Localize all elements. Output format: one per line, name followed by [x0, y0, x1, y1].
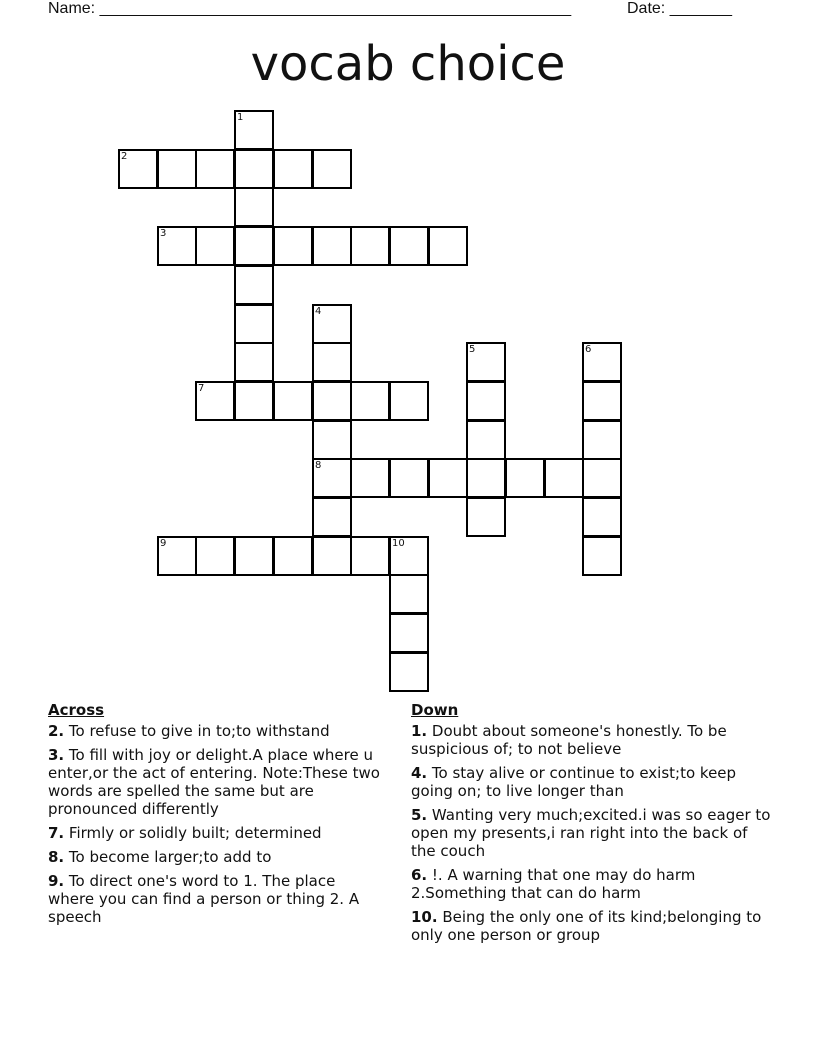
across-clue-text: To fill with joy or delight.A place where u enter,or the act of entering. Note:These two words are spelled the same but are pronounced differently: [48, 746, 380, 818]
across-clue: [48, 872, 383, 926]
crossword-cell[interactable]: [234, 536, 274, 576]
crossword-cell[interactable]: [195, 226, 235, 266]
crossword-cell[interactable]: [312, 381, 352, 421]
crossword-cell[interactable]: [234, 265, 274, 305]
crossword-cell[interactable]: [234, 381, 274, 421]
crossword-cell[interactable]: [544, 458, 584, 498]
crossword-cell[interactable]: [389, 226, 429, 266]
crossword-cell[interactable]: [428, 226, 468, 266]
crossword-cell[interactable]: [312, 458, 352, 498]
clue-number: 9: [160, 538, 167, 549]
crossword-cell[interactable]: [582, 458, 622, 498]
down-clue-number: 1.: [411, 722, 428, 740]
crossword-cell[interactable]: [312, 536, 352, 576]
crossword-cell[interactable]: [118, 149, 158, 189]
crossword-cell[interactable]: [234, 187, 274, 227]
crossword-cell[interactable]: [312, 304, 352, 344]
clue-number: 7: [198, 383, 205, 394]
crossword-cell[interactable]: [195, 381, 235, 421]
down-clue-number: 6.: [411, 866, 428, 884]
crossword-cell[interactable]: [350, 458, 390, 498]
crossword-cell[interactable]: [273, 226, 313, 266]
crossword-cell[interactable]: [312, 226, 352, 266]
crossword-cell[interactable]: [273, 536, 313, 576]
crossword-cell[interactable]: [312, 497, 352, 537]
crossword-cell[interactable]: [466, 381, 506, 421]
crossword-cell[interactable]: [234, 304, 274, 344]
crossword-cell[interactable]: [466, 497, 506, 537]
crossword-cell[interactable]: [582, 497, 622, 537]
down-clues: [411, 701, 771, 950]
clue-number: 3: [160, 228, 167, 239]
crossword-cell[interactable]: [312, 149, 352, 189]
down-clue: [411, 908, 771, 944]
crossword-cell[interactable]: [389, 458, 429, 498]
crossword-cell[interactable]: [389, 381, 429, 421]
clue-number: 1: [237, 112, 244, 123]
crossword-cell[interactable]: [350, 536, 390, 576]
down-clue: [411, 764, 771, 800]
crossword-cell[interactable]: [157, 149, 197, 189]
across-clues: [48, 701, 383, 932]
down-clue-list: [411, 722, 771, 944]
across-clue-list: [48, 722, 383, 926]
down-clue-number: 5.: [411, 806, 428, 824]
across-clue: [48, 722, 383, 740]
down-clue-number: 4.: [411, 764, 428, 782]
across-clue-text: To refuse to give in to;to withstand: [64, 722, 330, 740]
clue-number: 8: [315, 460, 322, 471]
across-heading: Across: [48, 701, 105, 719]
across-clue: [48, 824, 383, 842]
down-clue: [411, 806, 771, 860]
crossword-cell[interactable]: [582, 381, 622, 421]
clue-number: 2: [121, 151, 128, 162]
crossword-cell[interactable]: [234, 342, 274, 382]
down-clue-text: To stay alive or continue to exist;to keep going on; to live longer than: [411, 764, 737, 800]
crossword-cell[interactable]: [312, 342, 352, 382]
crossword-cell[interactable]: [312, 420, 352, 460]
down-clue-text: Wanting very much;excited.i was so eager to open my presents,i ran right into the back of the couch: [411, 806, 771, 860]
across-clue: [48, 848, 383, 866]
down-clue-text: Doubt about someone's honestly. To be suspicious of; to not believe: [411, 722, 727, 758]
name-line: Name: _____________________________________________________: [48, 0, 572, 17]
crossword-cell[interactable]: [157, 536, 197, 576]
crossword-cell[interactable]: [582, 420, 622, 460]
clue-number: 6: [585, 344, 592, 355]
crossword-cell[interactable]: [389, 536, 429, 576]
across-clue-number: 9.: [48, 872, 65, 890]
across-clue-text: Firmly or solidly built; determined: [64, 824, 322, 842]
crossword-cell[interactable]: [234, 110, 274, 150]
crossword-cell[interactable]: [466, 342, 506, 382]
crossword-cell[interactable]: [234, 226, 274, 266]
across-clue-text: To direct one's word to 1. The place where you can find a person or thing 2. A speech: [48, 872, 360, 926]
crossword-cell[interactable]: [350, 226, 390, 266]
crossword-cell[interactable]: [195, 536, 235, 576]
crossword-cell[interactable]: [505, 458, 545, 498]
crossword-cell[interactable]: [389, 613, 429, 653]
across-clue-number: 3.: [48, 746, 65, 764]
crossword-cell[interactable]: [350, 381, 390, 421]
crossword-cell[interactable]: [428, 458, 468, 498]
crossword-cell[interactable]: [466, 458, 506, 498]
down-heading: Down: [411, 701, 459, 719]
crossword-cell[interactable]: [273, 381, 313, 421]
crossword-cell[interactable]: [389, 574, 429, 614]
crossword-cell[interactable]: [389, 652, 429, 692]
down-clue-text: Being the only one of its kind;belonging to only one person or group: [411, 908, 762, 944]
crossword-cell[interactable]: [157, 226, 197, 266]
across-clue-number: 8.: [48, 848, 65, 866]
across-clue-number: 2.: [48, 722, 65, 740]
date-line: Date: _______: [627, 0, 732, 17]
crossword-cell[interactable]: [234, 149, 274, 189]
clue-number: 5: [469, 344, 476, 355]
across-clue: [48, 746, 383, 818]
down-clue: [411, 866, 771, 902]
crossword-cell[interactable]: [466, 420, 506, 460]
across-clue-text: To become larger;to add to: [64, 848, 272, 866]
clue-number: 4: [315, 306, 322, 317]
down-clue-text: !. A warning that one may do harm 2.Something that can do harm: [411, 866, 696, 902]
clue-number: 10: [392, 538, 405, 549]
down-clue-number: 10.: [411, 908, 438, 926]
down-clue: [411, 722, 771, 758]
crossword-cell[interactable]: [273, 149, 313, 189]
crossword-cell[interactable]: [195, 149, 235, 189]
across-clue-number: 7.: [48, 824, 65, 842]
crossword-cell[interactable]: [582, 342, 622, 382]
crossword-cell[interactable]: [582, 536, 622, 576]
puzzle-title: vocab choice: [250, 36, 566, 92]
